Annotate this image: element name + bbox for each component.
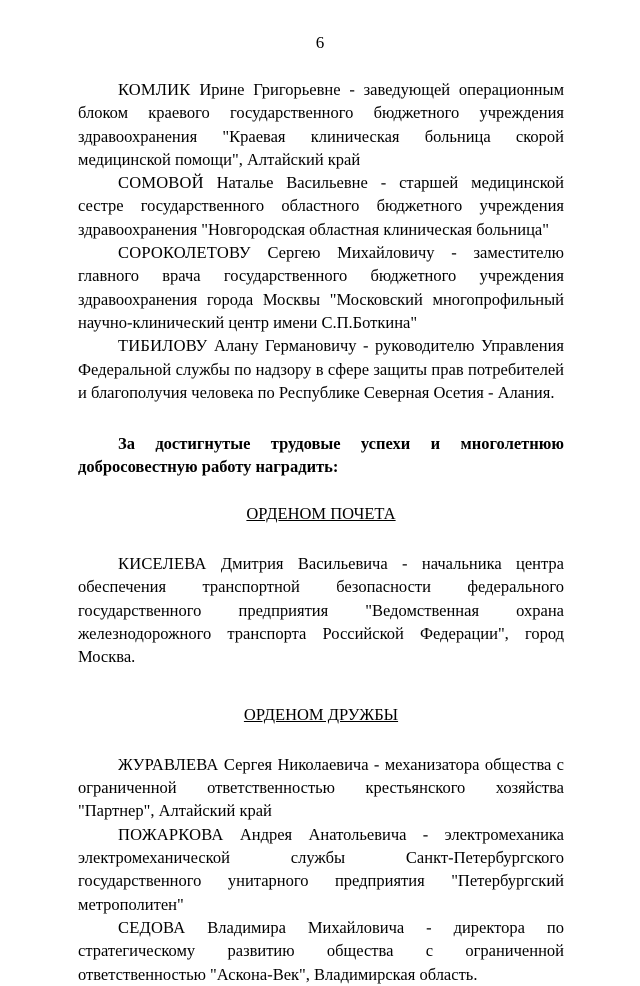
- awardee-details: Ирине Григорьевне - заведующей операционным блоком краевого государственного бюджетного учреждения здравоохранения "Краевая клиническая больница скорой медицинской помощи", Алтайский край: [78, 80, 565, 169]
- awardee-surname: СОМОВОЙ: [118, 173, 204, 193]
- awardee-surname: ПОЖАРКОВА: [118, 824, 224, 844]
- awardee-surname: КИСЕЛЕВА: [118, 554, 207, 574]
- awardee-details: Андрея Анатольевича - электромеханика электромеханической службы Санкт-Петербургского государственного унитарного предприятия "Петербургский метрополитен": [78, 824, 564, 914]
- award-entry: [78, 753, 564, 823]
- award-entry: [78, 241, 564, 334]
- page-number: 6: [315, 33, 325, 52]
- award-entry: [78, 552, 564, 668]
- awardee-surname: КОМЛИК: [118, 80, 191, 99]
- awardee-details: Сергея Николаевича - механизатора общества с ограниченной ответственностью крестьянского хозяйства "Партнер", Алтайский край: [78, 754, 565, 821]
- awardee-details: Наталье Васильевне - старшей медицинской сестре государственного областного бюджетного учреждения здравоохранения "Новгородская областная клиническая больница": [78, 173, 564, 239]
- award-entry: [78, 171, 564, 241]
- award-entry: [78, 78, 564, 171]
- order-honor-heading: ОРДЕНОМ ПОЧЕТА: [246, 503, 396, 523]
- awardee-surname: СЕДОВА: [118, 917, 186, 937]
- order-friendship-heading: ОРДЕНОМ ДРУЖБЫ: [243, 704, 399, 724]
- awardee-details: Владимира Михайловича - директора по стратегическому развитию общества с ограниченной ответственностью "Аскона-Век", Владимирская область.: [78, 917, 564, 984]
- document-body: [78, 78, 564, 986]
- award-entry: [78, 916, 564, 986]
- award-entry: [78, 823, 564, 916]
- awardee-surname: СОРОКОЛЕТОВУ: [118, 243, 251, 263]
- award-entry: [78, 334, 564, 404]
- awardee-details: Дмитрия Васильевича - начальника центра обеспечения транспортной безопасности федерального государственного предприятия "Ведомственная охрана железнодорожного транспорта Российской Федерации", город Москва.: [78, 554, 564, 667]
- awardee-surname: ТИБИЛОВУ: [118, 336, 208, 356]
- award-intro: За достигнутые трудовые успехи и многолетнюю добросовестную работу наградить:: [78, 434, 564, 477]
- awardee-details: Алану Германовичу - руководителю Управления Федеральной службы по надзору в сфере защиты прав потребителей и благополучия человека по Республике Северная Осетия - Алания.: [78, 336, 564, 402]
- awardee-details: Сергею Михайловичу - заместителю главного врача государственного бюджетного учреждения здравоохранения города Москвы "Московский многопрофильный научно-клинический центр имени С.П.Боткина": [78, 243, 564, 332]
- awardee-surname: ЖУРАВЛЕВА: [118, 754, 219, 774]
